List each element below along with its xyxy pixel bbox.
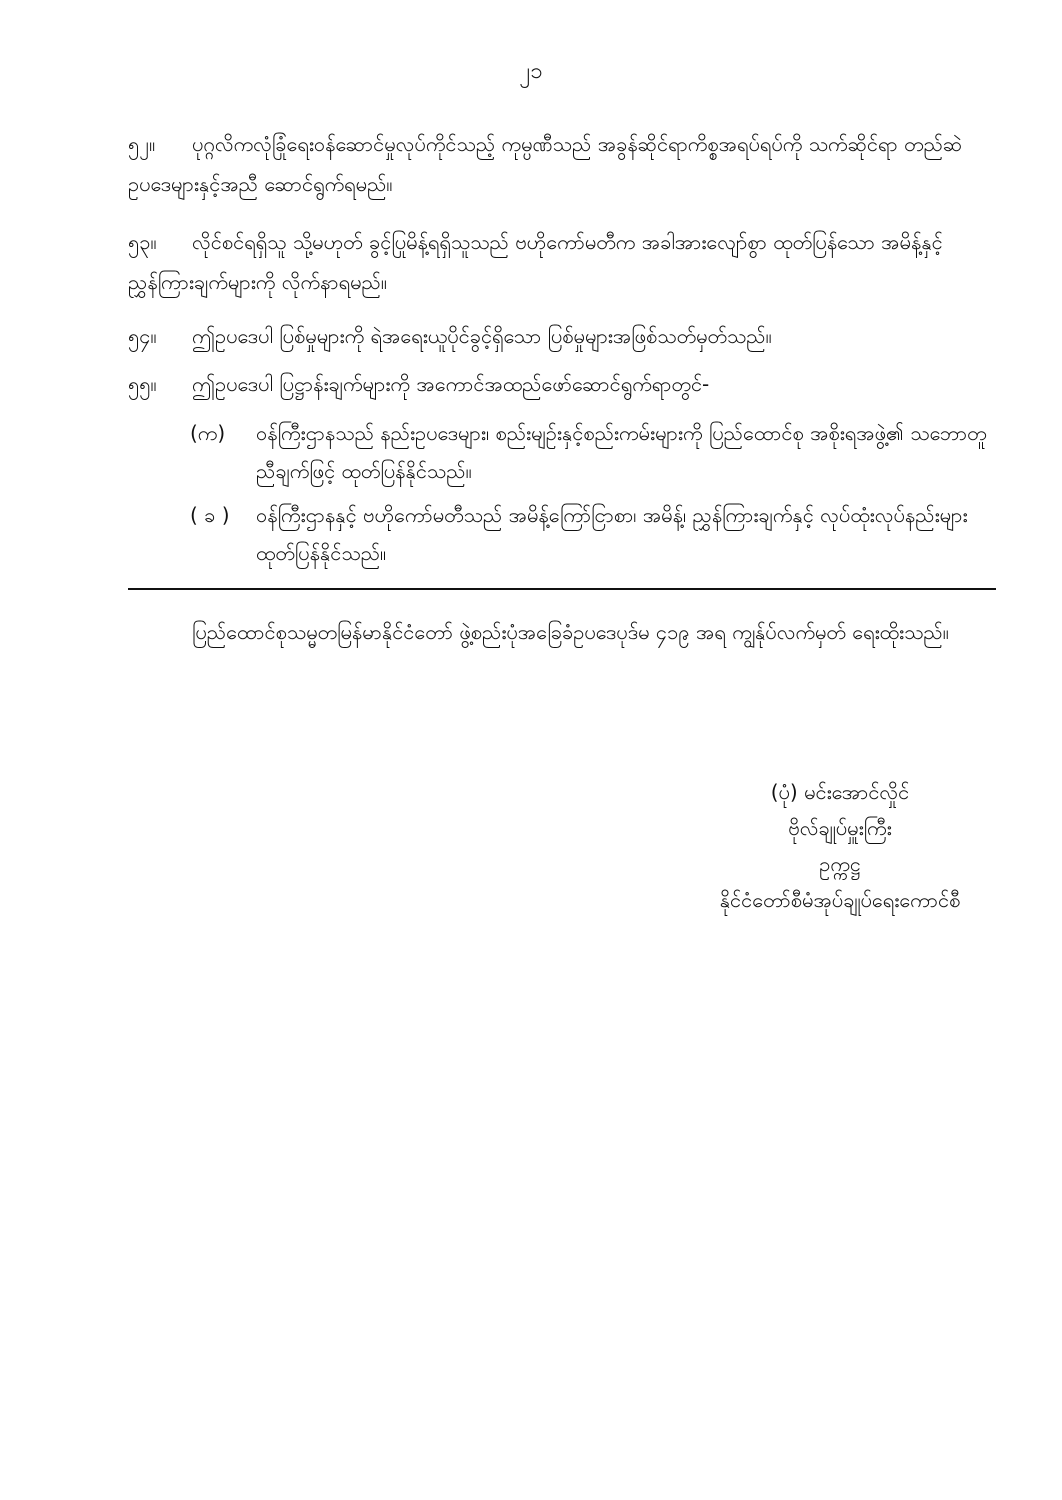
subsection-text: ဝန်ကြီးဌာနနှင့် ဗဟိုကော်မတီသည် အမိန့်ကြော်ငြာစာ၊ အမိန့်၊ ညွှန်ကြားချက်နှင့် လုပ်ထုံးလုပ်နည်းများ ထုတ်ပြန်နိုင်သည်။ <box>256 503 968 565</box>
subsection-text: ဝန်ကြီးဌာနသည် နည်းဥပဒေများ၊ စည်းမျဉ်းနှင့်စည်းကမ်းများကို ပြည်ထောင်စု အစိုးရအဖွဲ့၏ သဘောတူညီချက်ဖြင့် ထုတ်ပြန်နိုင်သည်။ <box>256 421 987 483</box>
subsection-list <box>190 414 996 578</box>
section-53 <box>128 222 996 302</box>
subsection-marker: (က) <box>190 421 226 445</box>
subsection-ka <box>190 414 996 490</box>
horizontal-rule <box>128 588 996 590</box>
section-text: ဤဥပဒေပါ ပြစ်မှုများကို ရဲအရေးယူပိုင်ခွင့်ရှိသော ပြစ်မှုများအဖြစ်သတ်မှတ်သည်။ <box>192 324 772 348</box>
signature-name: (ပုံ) မင်းအောင်လှိုင် <box>770 780 910 804</box>
section-number: ၅၃။ <box>128 230 157 254</box>
section-54 <box>128 316 996 356</box>
section-number: ၅၅။ <box>128 372 157 396</box>
section-55 <box>128 364 996 404</box>
section-text: ပုဂ္ဂလိကလုံခြုံရေးဝန်ဆောင်မှုလုပ်ကိုင်သည့် ကုမ္ပဏီသည် အခွန်ဆိုင်ရာကိစ္စအရပ်ရပ်ကို သက်ဆိုင်ရာ တည်ဆဲဥပဒေများနှင့်အညီ ဆောင်ရွက်ရမည်။ <box>128 132 963 196</box>
signature-title: ဥက္ကဋ္ဌ <box>819 852 861 876</box>
section-text: ဤဥပဒေပါ ပြဋ္ဌာန်းချက်များကို အကောင်အထည်ဖော်ဆောင်ရွက်ရာတွင်- <box>192 372 710 396</box>
section-number: ၅၂။ <box>128 132 156 156</box>
subsection-marker: ( ခ ) <box>190 503 230 527</box>
section-52 <box>128 124 996 204</box>
page-number: ၂၁ <box>519 59 543 84</box>
subsection-kha <box>190 496 996 572</box>
signature-block <box>640 774 1040 918</box>
section-number: ၅၄။ <box>128 324 157 348</box>
signature-body: နိုင်ငံတော်စီမံအုပ်ချုပ်ရေးကောင်စီ <box>719 888 961 912</box>
section-text: လိုင်စင်ရရှိသူ သို့မဟုတ် ခွင့်ပြုမိန့်ရရှိသူသည် ဗဟိုကော်မတီက အခါအားလျော်စွာ ထုတ်ပြန်သော အမိန့်နှင့်ညွှန်ကြားချက်များကို လိုက်နာရမည်။ <box>128 230 943 294</box>
signature-rank: ဗိုလ်ချုပ်မှူးကြီး <box>788 816 892 840</box>
enactment-clause: ပြည်ထောင်စုသမ္မတမြန်မာနိုင်ငံတော် ဖွဲ့စည်းပုံအခြေခံဥပဒေပုဒ်မ ၄၁၉ အရ ကျွန်ုပ်လက်မှတ် ရေးထိုးသည်။ <box>192 620 949 644</box>
